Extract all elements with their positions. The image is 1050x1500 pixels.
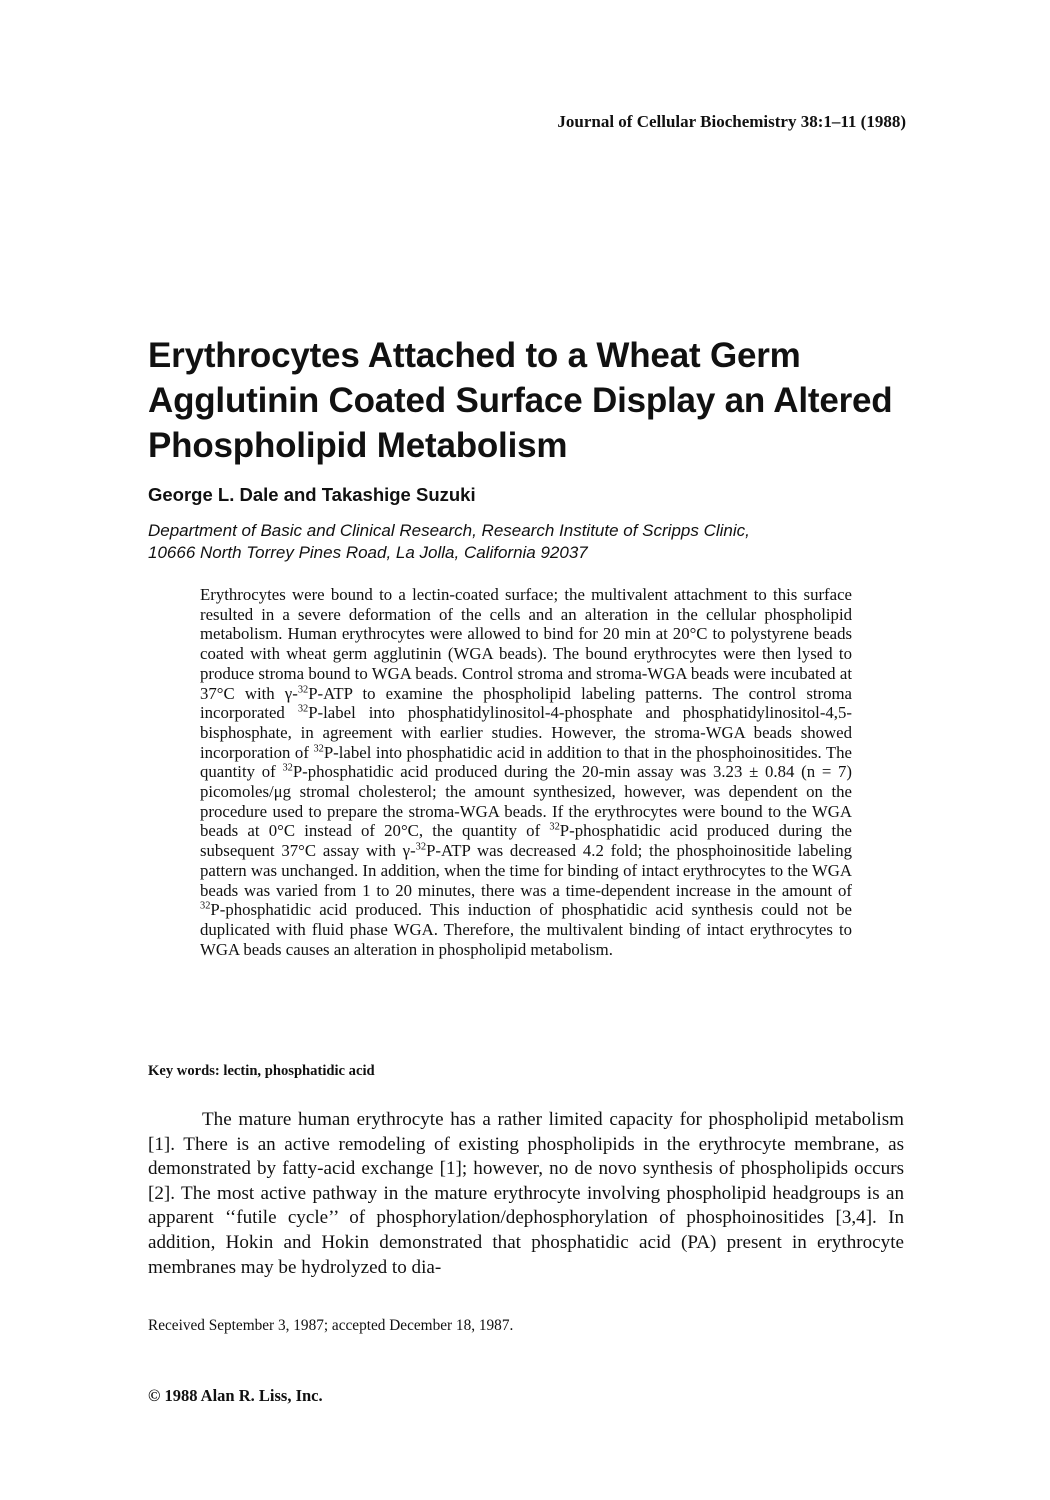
superscript: 32	[297, 683, 309, 695]
keywords: Key words: lectin, phosphatidic acid	[148, 1063, 375, 1079]
superscript: 32	[282, 762, 293, 774]
abstract-text: P-label into phosphatidylinositol-4-phosphate and phosphatidylinositol-4,5-bisphosphate, in agreement with earlier studies. However, the stroma-WGA beads showed incorporation of	[200, 703, 852, 762]
abstract-text: P-ATP was decreased 4.2 fold; the phosphoinositide labeling pattern was unchanged. In addition, when the time for binding of intact erythrocytes to the WGA beads was varied from 1 to 20 minutes, there was a time-dependent increase in the amount of	[200, 841, 852, 900]
abstract-text: P-label into phosphatidic acid in addition to that in the phosphoinositides. The quantity of	[200, 742, 852, 782]
superscript: 32	[313, 743, 324, 755]
authors: George L. Dale and Takashige Suzuki	[148, 484, 476, 505]
journal-reference: Journal of Cellular Biochemistry 38:1–11 (1988)	[557, 112, 906, 131]
abstract-text: P-phosphatidic acid produced during the subsequent 37°C assay with γ-	[200, 821, 852, 861]
copyright: © 1988 Alan R. Liss, Inc.	[148, 1386, 323, 1405]
article-title: Erythrocytes Attached to a Wheat Germ Agglutinin Coated Surface Display an Altered Phospholipid Metabolism	[148, 336, 893, 465]
affiliation	[148, 520, 908, 564]
affiliation-line-1: Department of Basic and Clinical Research, Research Institute of Scripps Clinic,	[148, 521, 750, 540]
received-dates: Received September 3, 1987; accepted December 18, 1987.	[148, 1317, 514, 1334]
abstract	[200, 585, 852, 959]
body-paragraph: The mature human erythrocyte has a rather limited capacity for phospholipid metabolism [1]. There is an active remodeling of existing phospholipids in the erythrocyte membrane, as demonstrated by fatty-acid exchange [1]; however, no de novo synthesis of phospholipids occurs [2]. The most active pathway in the mature erythrocyte involving phospholipid headgroups is an apparent ‘‘futile cycle’’ of phosphorylation/dephosphorylation of phosphoinositides [3,4]. In addition, Hokin and Hokin demonstrated that phosphatidic acid (PA) present in erythrocyte membranes may be hydrolyzed to dia-	[148, 1109, 904, 1278]
abstract-text: P-phosphatidic acid produced. This induction of phosphatidic acid synthesis could not be duplicated with fluid phase WGA. Therefore, the multivalent binding of intact erythrocytes to WGA beads causes an alteration in phospholipid metabolism.	[200, 900, 852, 959]
superscript: 32	[549, 821, 560, 833]
superscript: 32	[200, 900, 211, 912]
superscript: 32	[297, 703, 309, 715]
affiliation-line-2: 10666 North Torrey Pines Road, La Jolla, California 92037	[148, 543, 588, 562]
abstract-text: Erythrocytes were bound to a lectin-coated surface; the multivalent attachment to this surface resulted in a severe deformation of the cells and an alteration in the cellular phospholipid metabolism. Human erythrocytes were allowed to bind for 20 min at 20°C to polystyrene beads coated with wheat germ agglutinin (WGA beads). The bound erythrocytes were then lysed to produce stroma bound to WGA beads. Control stroma and stroma-WGA beads were incubated at 37°C with γ-	[200, 585, 852, 703]
abstract-text: P-ATP to examine the phospholipid labeling patterns. The control stroma incorporated	[200, 683, 852, 723]
superscript: 32	[415, 841, 427, 853]
abstract-text: P-phosphatidic acid produced during the 20-min assay was 3.23 ± 0.84 (n = 7) picomoles/μg stromal cholesterol; the amount synthesized, however, was dependent on the procedure used to prepare the stroma-WGA beads. If the erythrocytes were bound to the WGA beads at 0°C instead of 20°C, the quantity of	[200, 762, 852, 841]
